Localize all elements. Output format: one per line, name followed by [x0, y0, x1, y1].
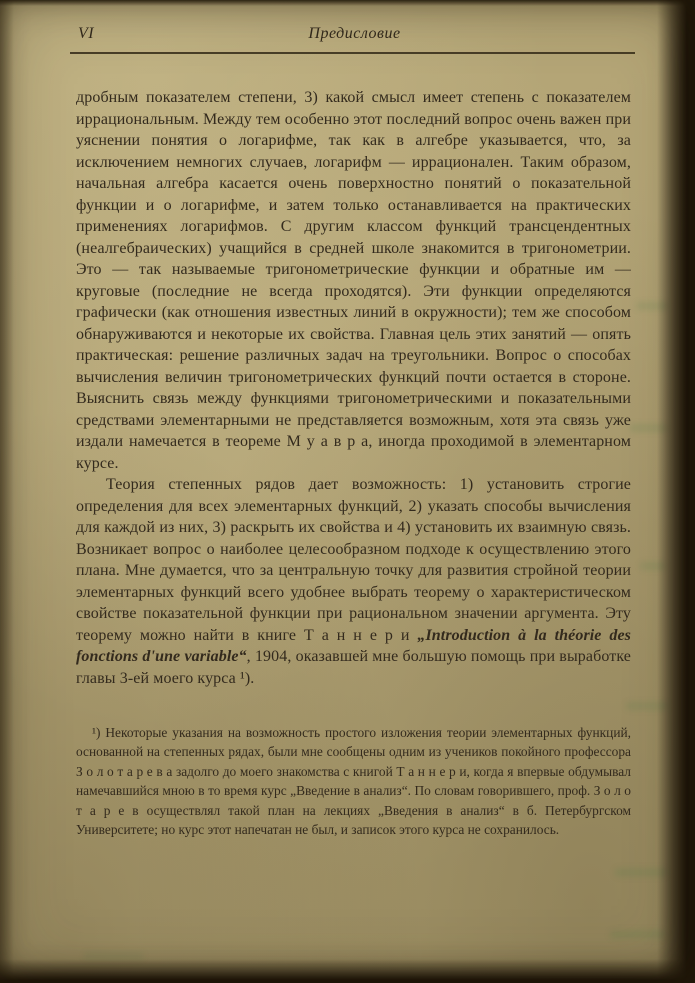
body-text: [76, 87, 631, 689]
footnote-text-content: ¹) Некоторые указания на возможность простого изложения теории элементарных функций, основанной на степенных рядах, были мне сообщены одним из учеников покойного профессора З о л о т а р е в а задолго до моего знакомства с книгой Т а н н е р и, когда я впервые обдумывал намечавшийся мною в то время курс „Введение в анализ“. По словам говорившего, проф. З о л о т а р е в осуществлял такой план на лекциях „Введения в анализ“ в б. Петербургском Университете; но курс этот напечатан не был, и записок этого курса не сохранилось.: [76, 725, 631, 838]
book-title-citation: „Introduction à la théorie des fonctions d'une variable“: [76, 626, 632, 665]
scan-edge-right: [657, 0, 695, 983]
footnote: [76, 723, 631, 839]
paragraph-continuation: [76, 87, 631, 474]
paragraph-text: , 1904, оказавшей мне большую помощь при выработке главы 3-ей моего курса ¹).: [76, 648, 632, 687]
page-number: VI: [78, 25, 95, 42]
footnote-text: [76, 723, 631, 839]
running-title: Предисловие: [308, 25, 401, 42]
scan-edge-top: [0, 0, 695, 6]
page-header: [76, 25, 633, 47]
paragraph-text: дробным показателем степени, 3) какой смысл имеет степень с показателем иррациональным. Между тем особенно этот последний вопрос очень важен при уяснении понятия о логарифме, так как в алгебре указывается, что, за исключением немногих случаев, логарифм — иррационален. Таким образом, начальная алгебра касается очень поверхностно понятий о показательной функции и о логарифме, и затем только останавливается на практических применениях логарифмов. С другим классом функций трансцендентных (неалгебраических) учащийся в средней школе знакомится в тригонометрии. Это — так называемые тригонометрические функции и обратные им — круговые (последние не всегда проходятся). Эти функции определяются графически (как отношения известных линий в окружности); тем же способом обнаруживаются и некоторые их свойства. Главная цель этих занятий — опять практическая: решение различных задач на треугольники. Вопрос о способах вычисления величин тригонометрических функций почти остается в стороне. Выяснить связь между функциями тригонометрическими и показательными средствами элементарными не представляется возможным, хотя эта связь уже издали намечается в теореме М у а в р а, иногда проходимой в элементарном курсе.: [76, 89, 631, 472]
scan-edge-bottom: [0, 959, 695, 983]
paragraph-text: Теория степенных рядов дает возможность: 1) установить строгие определения для всех элементарных функций, 2) указать способы вычисления для каждой из них, 3) раскрыть их свойства и 4) установить их взаимную связь. Возникает вопрос о наиболее целесообразном подходе к осуществлению этого плана. Мне думается, что за центральную точку для развития стройной теории элементарных функций всего удобнее выбрать теорему о характеристическом свойстве показательной функции при рациональном значении аргумента. Эту теорему можно найти в книге Т а н н е р и: [76, 476, 631, 644]
paragraph: [76, 474, 631, 689]
header-rule: [70, 52, 635, 54]
scan-edge-left: [0, 0, 14, 983]
